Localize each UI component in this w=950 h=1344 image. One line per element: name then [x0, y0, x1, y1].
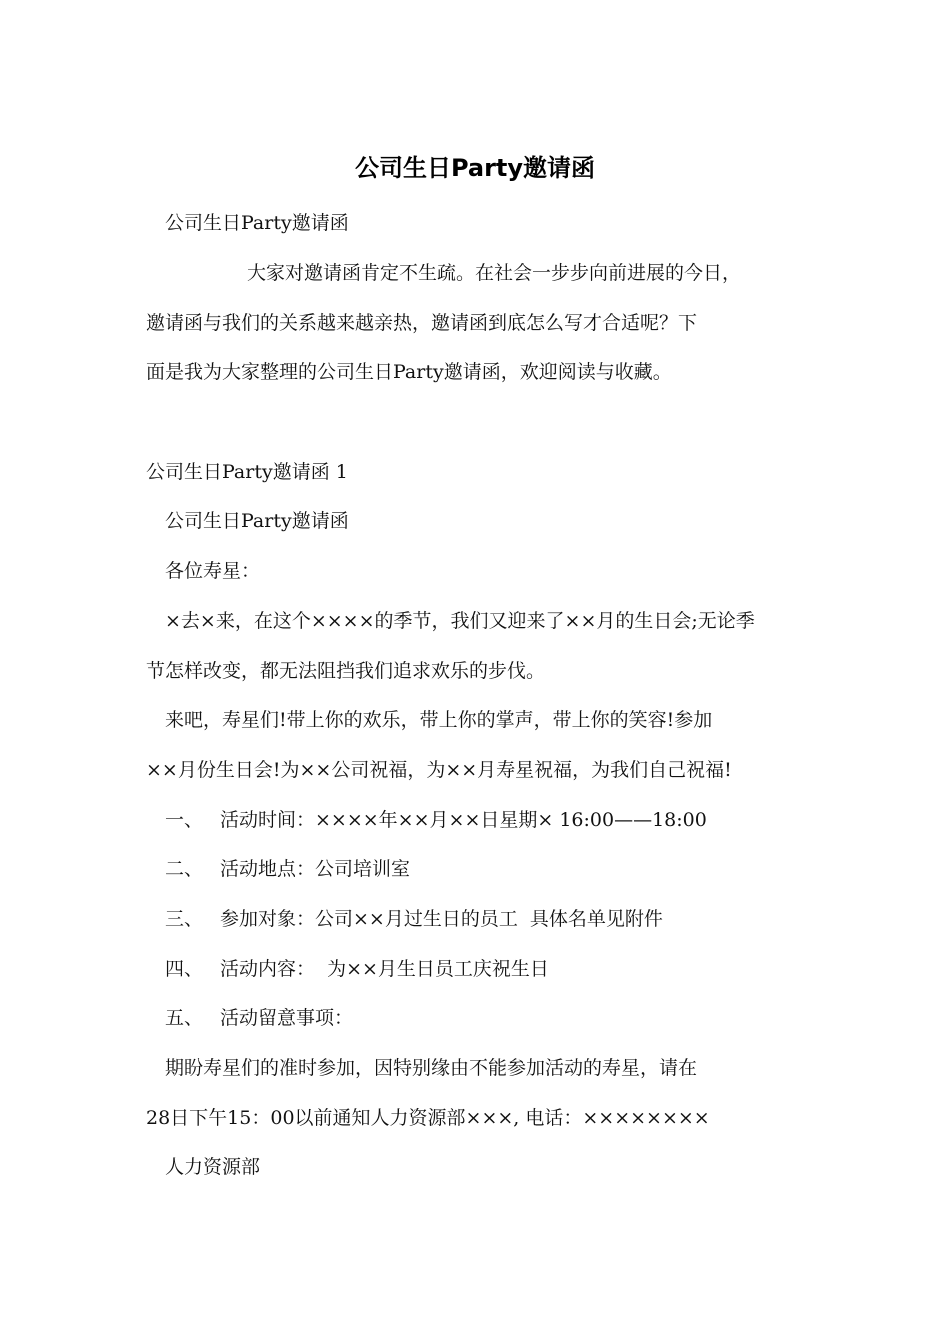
section-title: 公司生日Party邀请函 [165, 510, 349, 532]
list-item [165, 954, 835, 984]
list-item-number: 一、 [165, 809, 204, 831]
list-item [165, 805, 835, 835]
list-item-number: 四、 [165, 958, 204, 980]
list-item-text: 活动时间：××××年××月××日星期× 16:00——18:00 [220, 809, 707, 831]
list-item-text: 活动地点：公司培训室 [220, 858, 411, 880]
paragraph1-line-2: 节怎样改变，都无法阻挡我们追求欢乐的步伐。 [146, 660, 546, 682]
list-item [165, 904, 835, 934]
list-item-text: 参加对象：公司××月过生日的员工 具体名单见附件 [220, 908, 663, 930]
paragraph1-line-1: ×去×来，在这个××××的季节，我们又迎来了××月的生日会;无论季 [165, 610, 755, 632]
list-item-number: 三、 [165, 908, 204, 930]
paragraph2-line-1: 来吧，寿星们!带上你的欢乐，带上你的掌声，带上你的笑容!参加 [165, 709, 713, 731]
list-item-number: 五、 [165, 1007, 204, 1029]
intro-line-2: 邀请函与我们的关系越来越亲热，邀请函到底怎么写才合适呢？下 [146, 312, 698, 334]
list-item [165, 1003, 835, 1033]
document-title: 公司生日Party邀请函 [354, 154, 596, 182]
list-item-text: 活动留意事项： [220, 1007, 354, 1029]
list-item-number: 二、 [165, 858, 204, 880]
notice-line-2: 28日下午15：00以前通知人力资源部×××, 电话：×××××××× [146, 1107, 710, 1129]
list-item [165, 854, 835, 884]
document-subtitle: 公司生日Party邀请函 [165, 212, 349, 234]
list-item-text: 活动内容： 为××月生日员工庆祝生日 [220, 958, 549, 980]
paragraph2-line-2: ××月份生日会!为××公司祝福，为××月寿星祝福，为我们自己祝福! [146, 759, 732, 781]
intro-line-1: 大家对邀请函肯定不生疏。在社会一步步向前进展的今日， [247, 262, 742, 284]
intro-line-3: 面是我为大家整理的公司生日Party邀请函，欢迎阅读与收藏。 [146, 361, 672, 383]
section-heading: 公司生日Party邀请函 1 [146, 461, 348, 483]
notice-line-1: 期盼寿星们的准时参加，因特别缘由不能参加活动的寿星，请在 [165, 1057, 698, 1079]
signature: 人力资源部 [165, 1156, 261, 1178]
salutation: 各位寿星： [165, 560, 261, 582]
